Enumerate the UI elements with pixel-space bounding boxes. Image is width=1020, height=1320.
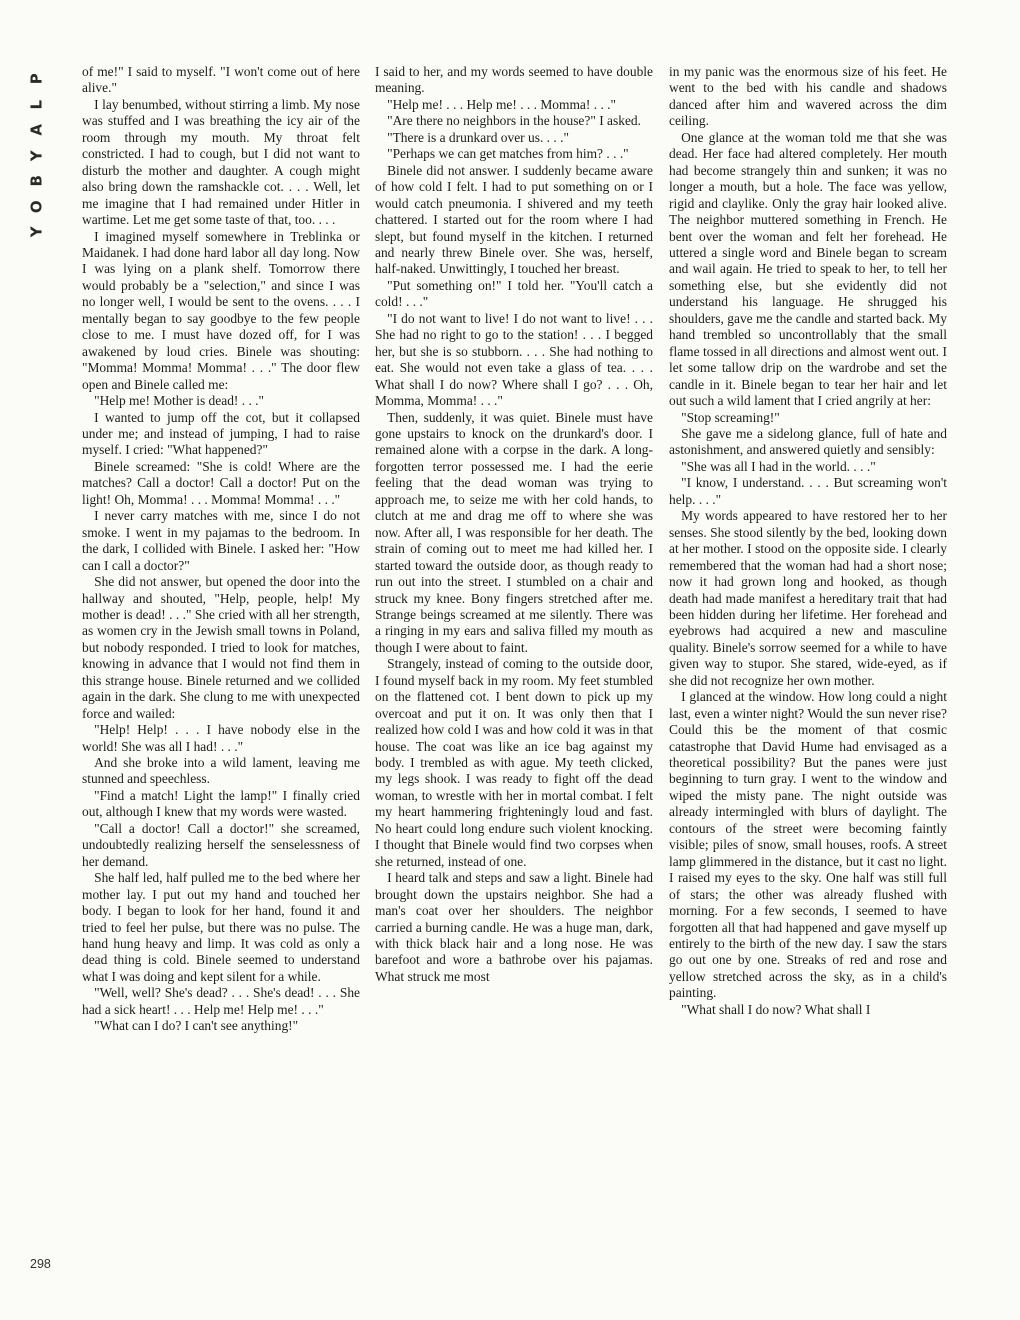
paragraph: "Help me! Mother is dead! . . ." xyxy=(94,393,265,409)
paragraph: My words appeared to have restored her to her senses. She stood silently by the bed, looking down at her mother. I stood on the opposite side. I clearly remembered that the woman had had a short nose; now it had grown long and hooked, as though death had made manifest a hereditary trait that had been hidden during her lifetime. Her forehead and eyebrows had acquired a new and masculine quality. Binele's sorrow seemed for a while to have given way to stupor. She stared, wide-eyed, as if she did not recognize her own mother. xyxy=(669,508,947,688)
paragraph: Strangely, instead of coming to the outside door, I found myself back in my room. My feet stumbled on the flattened cot. I bent down to pick up my overcoat and put it on. It was only then that I realized how cold I was and how cold it was in that house. The coat was like an ice bag against my body. I trembled as with ague. My teeth clicked, my legs shook. I was ready to fight off the dead woman, to wrestle with her in mortal combat. I felt my heart hammering frighteningly loud and fast. No heart could long endure such violent knocking. I thought that Binele would find two corpses when she returned, instead of one. xyxy=(375,656,653,869)
paragraph: "Help me! . . . Help me! . . . Momma! . . ." xyxy=(387,96,617,112)
masthead-letter: Y xyxy=(27,226,46,238)
paragraph: "Put something on!" I told her. "You'll catch a cold! . . ." xyxy=(375,277,653,310)
magazine-masthead xyxy=(24,66,50,245)
paragraph: I heard talk and steps and saw a light. Binele had brought down the upstairs neighbor. She had a man's coat over her shoulders. The neighbor carried a burning candle. He was a huge man, dark, with thick black hair and a long nose. He was barefoot and wore a bathrobe over his pajamas. What struck me most xyxy=(375,870,653,984)
paragraph: "Call a doctor! Call a doctor!" she screamed, undoubtedly realizing herself the senselessness of her demand. xyxy=(82,820,360,869)
masthead-letter: A xyxy=(27,123,46,136)
paragraph: "What can I do? I can't see anything!" xyxy=(94,1018,299,1034)
paragraph: "Well, well? She's dead? . . . She's dead! . . . She had a sick heart! . . . Help me! Help me! . . ." xyxy=(82,985,360,1017)
paragraph: I never carry matches with me, since I do not smoke. I went in my pajamas to the bedroom. In the dark, I collided with Binele. I asked her: "How can I call a doctor?" xyxy=(82,508,360,573)
masthead-letter: Y xyxy=(27,149,46,161)
paragraph: Binele did not answer. I suddenly became aware of how cold I felt. I had to put something on or I would catch pneumonia. I shivered and my teeth chattered. I started out for the room where I had slept, but found myself in the kitchen. I returned and nearly threw Binele over. She was, herself, half-naked. Unwittingly, I touched her breast. xyxy=(375,162,653,277)
paragraph: She did not answer, but opened the door into the hallway and shouted, "Help, people, help! My mother is dead! . . ." She cried with all her strength, as women cry in the Jewish small towns in Poland, but nobody responded. I tried to look for matches, knowing in advance that I would not find them in this strange house. Binele returned and we collided again in the dark. She clung to me with unexpected force and wailed: xyxy=(82,574,360,721)
paragraph: "There is a drunkard over us. . . ." xyxy=(387,129,569,145)
paragraph: "Perhaps we can get matches from him? . . ." xyxy=(387,146,629,162)
text-column-3 xyxy=(669,64,947,1284)
page-number: 298 xyxy=(30,1257,51,1271)
paragraph: I glanced at the window. How long could a night last, even a winter night? Would the sun never rise? Could this be the moment of that cosmic catastrophe that David Hume had envisaged as a theoretical possibility? But the panes were just beginning to turn gray. I went to the window and wiped the misty pane. The night outside was already intermingled with blurs of daylight. The contours of the street were becoming faintly visible; piles of snow, small houses, roofs. A street lamp glimmered in the distance, but it cast no light. I raised my eyes to the sky. One half was still full of stars; the other was already flushed with morning. For a few seconds, I seemed to have forgotten all that had happened and gave myself up entirely to the birth of the new day. I saw the stars go out one by one. Streaks of red and rose and yellow stretched across the sky, as in a child's painting. xyxy=(669,689,947,1001)
paragraph: "Find a match! Light the lamp!" I finally cried out, although I knew that my words were wasted. xyxy=(82,787,360,820)
paragraph: Binele screamed: "She is cold! Where are the matches? Call a doctor! Call a doctor! Put on the light! Oh, Momma! . . . Momma! Momma! . . ." xyxy=(82,458,360,507)
paragraph: "I know, I understand. . . . But screaming won't help. . . ." xyxy=(669,475,947,507)
paragraph: Then, suddenly, it was quiet. Binele must have gone upstairs to knock on the drunkard's door. I remained alone with a corpse in the dark. A long-forgotten terror possessed me. I had the eerie feeling that the dead woman was trying to approach me, to seize me with her cold hands, to clutch at me and drag me off to where she was now. After all, I was responsible for her death. The strain of coming out to meet me had killed her. I started toward the outside door, as though ready to run out into the street. I stumbled on a chair and struck my knee. Bony fingers stretched after me. Strange beings screamed at me silently. There was a ringing in my ears and saliva filled my mouth as though I were about to faint. xyxy=(375,409,653,655)
masthead-letter: L xyxy=(27,99,46,110)
text-column-2 xyxy=(375,64,653,1284)
paragraph: I lay benumbed, without stirring a limb. My nose was stuffed and I was breathing the icy air of the room through my mouth. My throat felt constricted. I had to cough, but I did not want to disturb the mother and daughter. A cough might also bring down the ramshackle cot. . . . Well, let me imagine that I had remained under Hitler in wartime. Let me get some taste of that, too. . . . xyxy=(82,96,360,228)
paragraph: "Help! Help! . . . I have nobody else in the world! She was all I had! . . ." xyxy=(82,722,360,754)
paragraph: One glance at the woman told me that she was dead. Her face had altered completely. Her mouth had become strangely thin and sunken; it was no longer a mouth, but a hole. The face was yellow, rigid and claylike. Only the gray hair looked alive. The neighbor muttered something in French. He bent over the woman and felt her forehead. He uttered a single word and Binele began to scream and wail again. He tried to speak to her, to tell her something else, but she evidently did not understand his language. He shrugged his shoulders, gave me the candle and started back. My hand trembled so uncontrollably that the small flame tossed in all directions and almost went out. I let some tallow drip on the wardrobe and set the candle in it. Binele began to tear her hair and let out such a wild lament that I cried angrily at her: xyxy=(669,129,947,409)
paragraph: I imagined myself somewhere in Treblinka or Maidanek. I had done hard labor all day long. Now I was lying on a plank shelf. Tomorrow there would probably be a "selection," and since I was no longer well, I would be sent to the ovens. . . . I mentally began to say goodbye to the few people close to me. I must have dozed off, for I was awakened by loud cries. Binele was shouting: "Momma! Momma! Momma! . . ." The door flew open and Binele called me: xyxy=(82,228,360,392)
paragraph: "She was all I had in the world. . . ." xyxy=(681,458,876,474)
paragraph: "I do not want to live! I do not want to live! . . . She had no right to go to the station! . . . I begged her, but she is so stubborn. . . . She had nothing to eat. She would not even take a glass of tea. . . . What shall I do now? Where shall I go? . . . Oh, Momma, Momma! . . ." xyxy=(375,310,653,409)
masthead-letter: B xyxy=(27,175,46,187)
paragraph: I said to her, and my words seemed to have double meaning. xyxy=(375,64,653,96)
paragraph: And she broke into a wild lament, leaving me stunned and speechless. xyxy=(82,755,360,787)
paragraph: She half led, half pulled me to the bed where her mother lay. I put out my hand and touched her body. I began to look for her hand, found it and tried to feel her pulse, but there was no pulse. The hand hung heavy and limp. It was cold as only a dead thing is cold. Binele seemed to understand what I was doing and kept silent for a while. xyxy=(82,870,360,984)
paragraph: of me!" I said to myself. "I won't come out of here alive." xyxy=(82,64,360,96)
masthead-letter: O xyxy=(27,199,46,213)
paragraph: "What shall I do now? What shall I xyxy=(681,1001,871,1017)
paragraph: "Stop screaming!" xyxy=(681,409,780,425)
paragraph: "Are there no neighbors in the house?" I asked. xyxy=(387,113,641,129)
paragraph: I wanted to jump off the cot, but it collapsed under me; and instead of jumping, I had to raise myself. I cried: "What happened?" xyxy=(82,409,360,458)
paragraph: in my panic was the enormous size of his feet. He went to the bed with his candle and shadows danced after him and wavered across the dim ceiling. xyxy=(669,64,947,129)
text-column-1 xyxy=(82,64,360,1284)
masthead-letter: P xyxy=(27,73,46,85)
paragraph: She gave me a sidelong glance, full of hate and astonishment, and answered quietly and sensibly: xyxy=(669,425,947,458)
